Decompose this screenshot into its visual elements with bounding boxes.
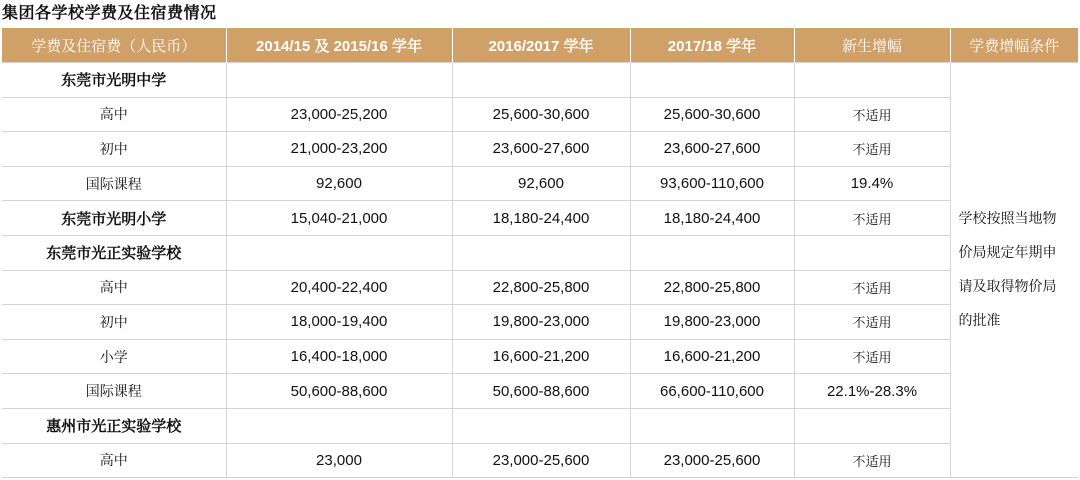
school-name: 惠州市光正实验学校 [2,408,226,443]
fee-cell: 19,800-23,000 [452,305,630,340]
fee-cell [630,63,794,98]
fee-cell: 21,000-23,200 [226,132,452,167]
fees-table [2,28,1078,478]
increase-cell [794,63,950,98]
fee-cell: 19,800-23,000 [630,305,794,340]
fee-cell [452,63,630,98]
table-row [2,339,1078,374]
fee-cell: 92,600 [226,166,452,201]
table-row [2,270,1078,305]
table-row [2,132,1078,167]
page-title: 集团各学校学费及住宿费情况 [2,3,217,22]
fee-cell: 25,600-30,600 [452,97,630,132]
fee-cell [226,63,452,98]
fee-cell: 93,600-110,600 [630,166,794,201]
fee-cell: 25,600-30,600 [630,97,794,132]
table-row [2,374,1078,409]
program-label: 初中 [2,132,226,167]
fee-cell: 20,400-22,400 [226,270,452,305]
increase-cell: 19.4% [794,166,950,201]
fee-cell: 23,000-25,600 [452,443,630,478]
fee-cell: 23,000 [226,443,452,478]
program-label: 国际课程 [2,374,226,409]
fee-cell: 66,600-110,600 [630,374,794,409]
increase-cell [794,408,950,443]
program-label: 初中 [2,305,226,340]
table-row [2,305,1078,340]
fee-cell [226,408,452,443]
increase-cell: 不适用 [794,97,950,132]
fee-cell: 92,600 [452,166,630,201]
program-label: 国际课程 [2,166,226,201]
fee-cell: 22,800-25,800 [452,270,630,305]
fee-cell: 23,000-25,600 [630,443,794,478]
school-name: 东莞市光明中学 [2,63,226,98]
fee-cell: 23,000-25,200 [226,97,452,132]
header-year-2016-2017: 2016/2017 学年 [452,28,630,63]
table-row [2,97,1078,132]
increase-cell: 不适用 [794,443,950,478]
fee-cell: 50,600-88,600 [226,374,452,409]
table-row [2,166,1078,201]
increase-cell: 不适用 [794,201,950,236]
fee-cell: 23,600-27,600 [452,132,630,167]
header-new-student-increase: 新生增幅 [794,28,950,63]
fee-cell [630,235,794,270]
fee-cell: 18,180-24,400 [452,201,630,236]
school-name: 东莞市光正实验学校 [2,235,226,270]
school-name: 东莞市光明小学 [2,201,226,236]
fee-cell [226,235,452,270]
table-row [2,443,1078,478]
increase-cell: 不适用 [794,305,950,340]
fee-cell [452,408,630,443]
fee-cell: 16,600-21,200 [630,339,794,374]
table-row [2,63,1078,98]
table-row [2,201,1078,236]
program-label: 高中 [2,443,226,478]
fee-cell: 50,600-88,600 [452,374,630,409]
increase-cell: 不适用 [794,132,950,167]
header-year-2017-2018: 2017/18 学年 [630,28,794,63]
header-increase-conditions: 学费增幅条件 [950,28,1078,63]
header-fee-type: 学费及住宿费（人民币） [2,28,226,63]
fee-cell: 23,600-27,600 [630,132,794,167]
fee-cell: 22,800-25,800 [630,270,794,305]
table-header-row [2,28,1078,63]
header-year-2014-2016: 2014/15 及 2015/16 学年 [226,28,452,63]
increase-cell [794,235,950,270]
table-row [2,235,1078,270]
fee-cell: 15,040-21,000 [226,201,452,236]
increase-cell: 22.1%-28.3% [794,374,950,409]
program-label: 高中 [2,270,226,305]
fee-cell [452,235,630,270]
fee-cell: 16,600-21,200 [452,339,630,374]
increase-cell: 不适用 [794,339,950,374]
table-row [2,408,1078,443]
program-label: 小学 [2,339,226,374]
increase-condition-text: 学校按照当地物价局规定年期申请及取得物价局的批准 [950,63,1078,478]
program-label: 高中 [2,97,226,132]
fee-cell: 16,400-18,000 [226,339,452,374]
fee-cell: 18,000-19,400 [226,305,452,340]
increase-cell: 不适用 [794,270,950,305]
fee-cell [630,408,794,443]
fee-cell: 18,180-24,400 [630,201,794,236]
